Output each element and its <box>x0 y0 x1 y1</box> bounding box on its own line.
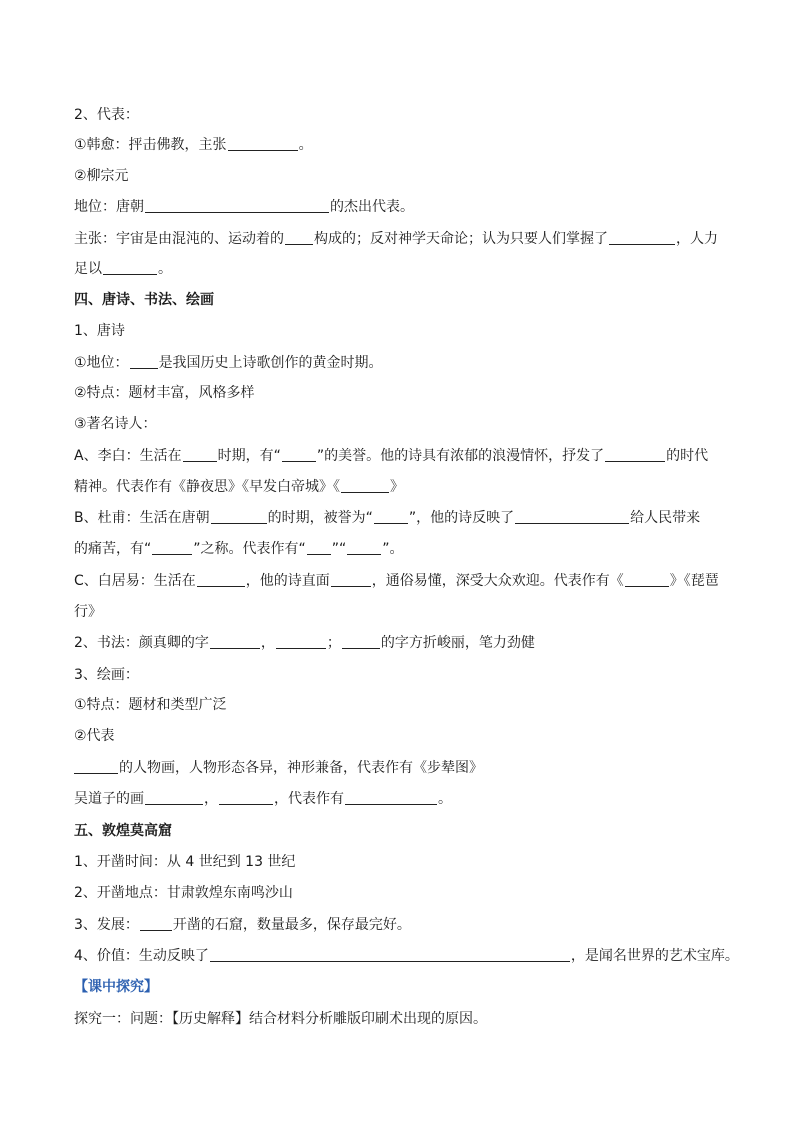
development-line: 3、发展： 开凿的石窟，数量最多，保存最完好。 <box>74 917 411 933</box>
famous-poets-line: ③著名诗人： <box>74 416 157 432</box>
fill-blank[interactable] <box>276 634 326 649</box>
fill-blank[interactable] <box>285 230 313 245</box>
fill-blank[interactable] <box>183 447 217 462</box>
painting-representative-line: ②代表 <box>74 728 115 744</box>
li-bai-line-2: 精神。代表作有《静夜思》《早发白帝城》《 》 <box>74 479 404 495</box>
poetry-status-line: ①地位： 是我国历史上诗歌创作的黄金时期。 <box>74 355 383 371</box>
fill-blank[interactable] <box>197 572 245 587</box>
item-representatives: 2、代表： <box>74 107 139 123</box>
fill-blank[interactable] <box>515 509 629 524</box>
fill-blank[interactable] <box>347 540 381 555</box>
painting-title: 3、绘画： <box>74 667 139 683</box>
fill-blank[interactable] <box>211 509 267 524</box>
status-line: 地位：唐朝 的杰出代表。 <box>74 199 414 215</box>
fill-blank[interactable] <box>307 540 331 555</box>
fill-blank[interactable] <box>103 260 157 275</box>
fill-blank[interactable] <box>74 759 118 774</box>
tang-poetry-title: 1、唐诗 <box>74 323 125 339</box>
value-line: 4、价值：生动反映了 ，是闻名世界的艺术宝库。 <box>74 948 739 964</box>
fill-blank[interactable] <box>210 947 570 962</box>
du-fu-line-2: 的痛苦，有“ ”之称。代表作有“ ”“ ”。 <box>74 541 404 557</box>
yan-liben-line: 的人物画，人物形态各异，神形兼备，代表作有《步辇图》 <box>74 757 726 779</box>
painting-feature-line: ①特点：题材和类型广泛 <box>74 697 227 713</box>
fill-blank[interactable] <box>152 540 192 555</box>
section-heading-tang: 四、唐诗、书法、绘画 <box>74 292 214 308</box>
bai-juyi-line: C、白居易：生活在 ，他的诗直面 ，通俗易懂，深受大众欢迎。代表作有《 》《琵琶 <box>74 573 719 589</box>
fill-blank[interactable] <box>605 447 665 462</box>
wu-daozi-line: 吴道子的画 ， ，代表作有 。 <box>74 791 452 807</box>
fill-blank[interactable] <box>342 634 380 649</box>
fill-blank[interactable] <box>228 136 298 151</box>
li-bai-line: A、李白：生活在 时期，有“ ”的美誉。他的诗具有浓郁的浪漫情怀，抒发了 的时代 <box>74 448 709 464</box>
fill-blank[interactable] <box>374 509 408 524</box>
liu-zongyuan-line: ②柳宗元 <box>74 168 129 184</box>
fill-blank[interactable] <box>609 230 675 245</box>
fill-blank[interactable] <box>625 572 669 587</box>
fill-blank[interactable] <box>130 354 158 369</box>
proposition-line: 主张：宇宙是由混沌的、运动着的 构成的；反对神学天命论；认为只要人们掌握了 ，人力 <box>74 231 718 247</box>
du-fu-line: B、杜甫：生活在唐朝 的时期，被誉为“ ”，他的诗反映了 给人民带来 <box>74 510 701 526</box>
han-yu-line: ①韩愈：抨击佛教，主张 。 <box>74 137 313 153</box>
explore-one-line: 探究一：问题：【历史解释】结合材料分析雕版印刷术出现的原因。 <box>74 1011 487 1027</box>
fill-blank[interactable] <box>219 790 273 805</box>
excavation-time-line: 1、开凿时间：从 4 世纪到 13 世纪 <box>74 854 296 870</box>
fill-blank[interactable] <box>345 790 437 805</box>
fill-blank[interactable] <box>145 198 329 213</box>
fill-blank[interactable] <box>210 634 260 649</box>
fill-blank[interactable] <box>140 916 172 931</box>
proposition-line-2: 足以 。 <box>74 261 172 277</box>
poetry-feature-line: ②特点：题材丰富，风格多样 <box>74 385 255 401</box>
calligraphy-line: 2、书法：颜真卿的字 ， ； 的字方折峻丽，笔力劲健 <box>74 635 535 651</box>
in-class-heading: 【课中探究】 <box>74 979 158 995</box>
fill-blank[interactable] <box>145 790 203 805</box>
fill-blank[interactable] <box>331 572 371 587</box>
section-heading-dunhuang: 五、敦煌莫高窟 <box>74 823 172 839</box>
bai-juyi-line-2: 行》 <box>74 604 102 620</box>
fill-blank[interactable] <box>282 447 316 462</box>
fill-blank[interactable] <box>341 478 389 493</box>
excavation-place-line: 2、开凿地点：甘肃敦煌东南鸣沙山 <box>74 885 293 901</box>
